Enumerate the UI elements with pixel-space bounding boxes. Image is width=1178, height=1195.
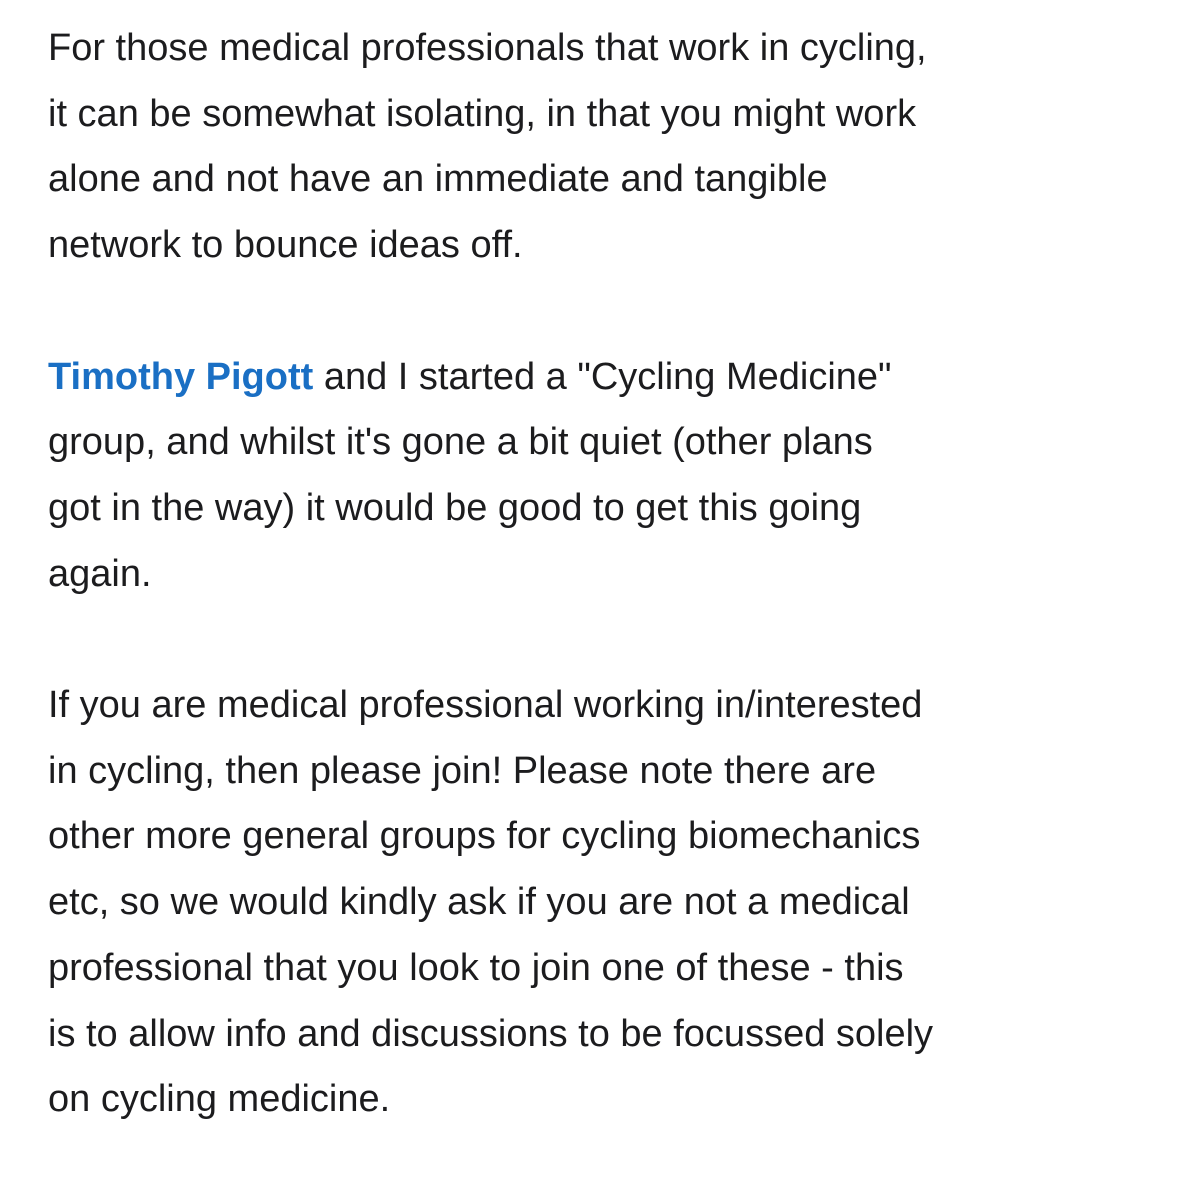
- post-paragraph-3: [48, 673, 1158, 1133]
- text-line: it can be somewhat isolating, in that you might work: [48, 92, 917, 135]
- text-line: on cycling medicine.: [48, 1078, 391, 1121]
- text-line: again.: [48, 552, 152, 595]
- text-line: in cycling, then please join! Please note there are: [48, 749, 877, 792]
- post-paragraph-1: [48, 16, 1158, 279]
- text-line: got in the way) it would be good to get this going: [48, 486, 862, 529]
- text-line-with-mention: [48, 345, 1158, 411]
- mention-link-timothy-pigott[interactable]: Timothy Pigott: [48, 355, 314, 398]
- text-line: etc, so we would kindly ask if you are not a medical: [48, 881, 910, 924]
- text-line: alone and not have an immediate and tangible: [48, 158, 828, 201]
- text-line: If you are medical professional working in/interested: [48, 684, 923, 726]
- text-line: group, and whilst it's gone a bit quiet (other plans: [48, 421, 873, 464]
- post-body: [48, 16, 1158, 1133]
- text-line: For those medical professionals that work in cycling,: [48, 27, 927, 69]
- text-line: network to bounce ideas off.: [48, 224, 523, 267]
- text-fragment: and I started a "Cycling Medicine": [313, 355, 892, 398]
- text-line: professional that you look to join one of these - this: [48, 946, 904, 989]
- post-paragraph-2: [48, 345, 1158, 608]
- text-line: is to allow info and discussions to be focussed solely: [48, 1012, 934, 1055]
- text-line: other more general groups for cycling biomechanics: [48, 815, 921, 858]
